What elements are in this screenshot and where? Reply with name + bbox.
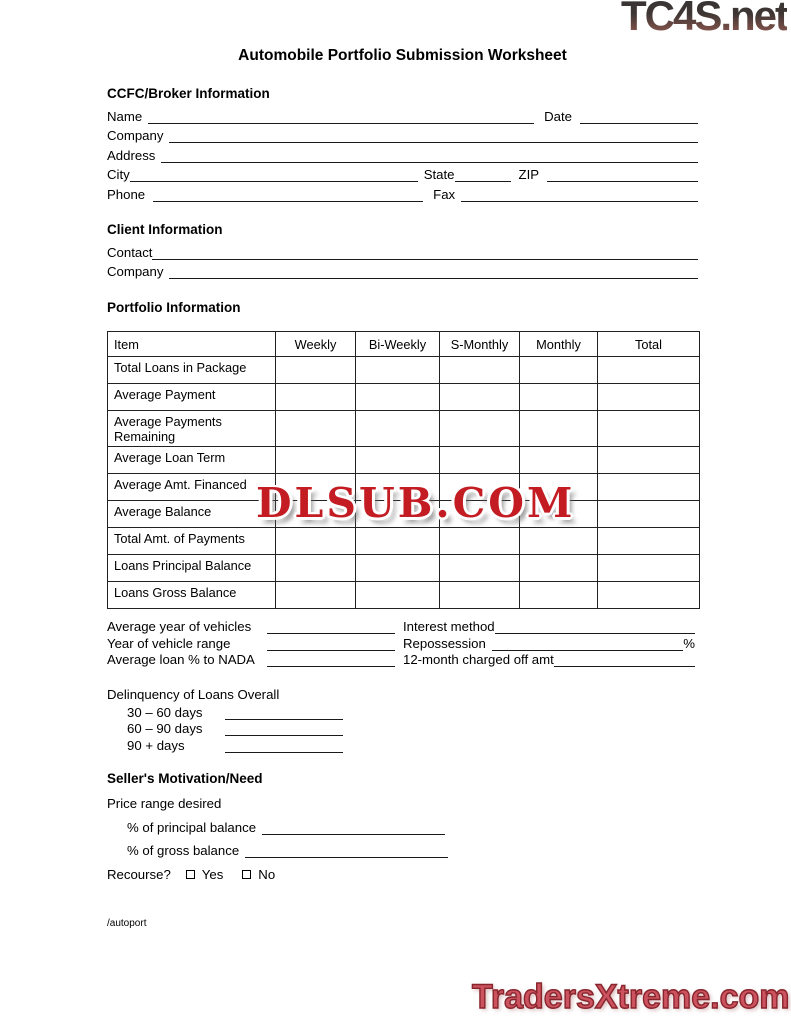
col-header-weekly: Weekly [276,332,356,357]
recourse-label: Recourse? [107,866,171,882]
col-header-biweekly: Bi-Weekly [356,332,440,357]
avg-year-line [267,622,395,634]
table-cell-empty [598,411,700,447]
company-line [169,131,698,143]
company-label: Company [107,128,164,144]
table-cell-empty [356,528,440,555]
broker-address-row [107,147,698,163]
delinquency-heading: Delinquency of Loans Overall [107,687,280,702]
recourse-no-checkbox [242,870,251,879]
table-cell-empty [356,447,440,474]
name-line [148,112,534,124]
recourse-yes-checkbox [186,870,195,879]
table-cell-empty [598,474,700,501]
client-section [107,222,698,283]
broker-city-row [107,166,698,182]
recourse-no-label: No [258,866,276,882]
table-header-row [108,332,700,357]
table-cell-empty [520,384,598,411]
charged-off-line [554,655,695,667]
loan-nada-label: Average loan % to NADA [107,652,255,668]
table-cell-empty [598,384,700,411]
table-row [108,528,700,555]
table-cell-empty [276,411,356,447]
loan-nada-line [267,655,395,667]
table-cell-empty [440,555,520,582]
dlsub-watermark: DLSUB.COM [256,479,576,527]
delinquency-row-90-plus [127,738,698,753]
table-cell-empty [356,555,440,582]
city-label: City [107,167,130,183]
phone-line [153,190,423,202]
row-label: Average Payment [108,384,276,411]
delinquency-row-60-90 [127,721,698,736]
table-row [108,411,700,447]
portfolio-details [107,619,698,669]
row-label: Loans Principal Balance [108,555,276,582]
fax-label: Fax [433,186,456,202]
table-cell-empty [356,384,440,411]
avg-year-label: Average year of vehicles [107,619,252,634]
table-cell-empty [598,501,700,528]
days-60-90-line [225,724,343,736]
row-label: Average Payments Remaining [108,411,276,447]
principal-balance-line [262,823,445,835]
broker-company-row [107,127,698,143]
fax-line [461,190,698,202]
row-label: Average Loan Term [108,447,276,474]
table-cell-empty [440,582,520,609]
detail-row-vehicle-range [107,636,698,651]
contact-line [152,248,698,260]
percent-suffix: % [683,635,695,651]
table-cell-empty [276,384,356,411]
table-cell-empty [440,411,520,447]
table-cell-empty [440,528,520,555]
table-cell-empty [356,582,440,609]
city-line [130,170,418,182]
charged-off-label: 12-month charged off amt [403,652,554,668]
col-header-item: Item [108,332,276,357]
principal-balance-label: % of principal balance [127,819,257,835]
delinquency-section [107,687,698,754]
seller-heading: Seller's Motivation/Need [107,771,263,786]
table-row [108,582,700,609]
gross-balance-row [127,843,698,858]
table-cell-empty [520,411,598,447]
repossession-label: Repossession [403,635,486,651]
interest-method-line [495,622,695,634]
days-30-60-line [225,708,343,720]
table-cell-empty [598,357,700,384]
state-label: State [423,167,455,183]
table-cell-empty [440,384,520,411]
table-cell-empty [598,447,700,474]
name-label: Name [107,109,143,124]
row-label: Total Loans in Package [108,357,276,384]
detail-row-loan-nada [107,652,698,667]
tc4s-watermark: TC4S.net [621,0,787,40]
days-60-90-label: 60 – 90 days [127,721,203,737]
year-range-line [267,639,395,651]
table-cell-empty [276,357,356,384]
state-line [455,170,511,182]
client-company-label: Company [107,264,164,280]
table-row [108,384,700,411]
form-code: /autoport [107,918,147,929]
gross-balance-line [245,846,448,858]
date-label: Date [544,109,572,124]
zip-label: ZIP [518,167,540,183]
table-cell-empty [356,411,440,447]
days-30-60-label: 30 – 60 days [127,705,203,720]
interest-method-label: Interest method [403,619,495,634]
address-label: Address [107,147,156,163]
table-cell-empty [520,447,598,474]
days-90-plus-line [225,741,343,753]
table-cell-empty [440,447,520,474]
client-contact-row [107,244,698,260]
days-90-plus-label: 90 + days [127,737,185,753]
broker-heading: CCFC/Broker Information [107,86,270,101]
table-cell-empty [520,357,598,384]
price-range-label: Price range desired [107,796,222,811]
client-company-line [169,267,698,279]
date-line [580,112,698,124]
phone-label: Phone [107,186,146,202]
col-header-monthly: Monthly [520,332,598,357]
year-range-label: Year of vehicle range [107,635,231,651]
broker-name-row [107,108,698,124]
row-label: Average Amt. Financed [108,474,276,501]
table-cell-empty [276,528,356,555]
recourse-yes-label: Yes [201,866,224,882]
recourse-row [107,867,698,882]
col-header-smonthly: S-Monthly [440,332,520,357]
page-title: Automobile Portfolio Submission Worksheet [238,47,567,64]
portfolio-section-heading-wrap [107,300,698,316]
col-header-total: Total [598,332,700,357]
detail-row-vehicles-year [107,619,698,634]
broker-section [107,86,698,205]
portfolio-heading: Portfolio Information [107,300,241,315]
table-cell-empty [520,555,598,582]
table-cell-empty [276,555,356,582]
row-label: Loans Gross Balance [108,582,276,609]
table-cell-empty [598,555,700,582]
delinquency-row-30-60 [127,705,698,720]
zip-line [547,170,698,182]
broker-phone-row [107,186,698,202]
table-cell-empty [520,528,598,555]
table-cell-empty [598,582,700,609]
principal-balance-row [127,820,698,835]
table-cell-empty [598,528,700,555]
client-heading: Client Information [107,222,223,237]
table-cell-empty [520,582,598,609]
contact-label: Contact [107,245,153,260]
portfolio-table [107,331,700,609]
row-label: Total Amt. of Payments [108,528,276,555]
client-company-row [107,263,698,279]
tradersxtreme-watermark: TradersXtreme.com [472,978,790,1016]
row-label: Average Balance [108,501,276,528]
table-cell-empty [356,357,440,384]
table-cell-empty [276,582,356,609]
seller-section [107,771,698,882]
table-row [108,447,700,474]
table-cell-empty [276,447,356,474]
table-cell-empty [440,357,520,384]
address-line [161,151,698,163]
table-row [108,357,700,384]
gross-balance-label: % of gross balance [127,843,240,858]
table-row [108,555,700,582]
repossession-line [492,639,683,651]
